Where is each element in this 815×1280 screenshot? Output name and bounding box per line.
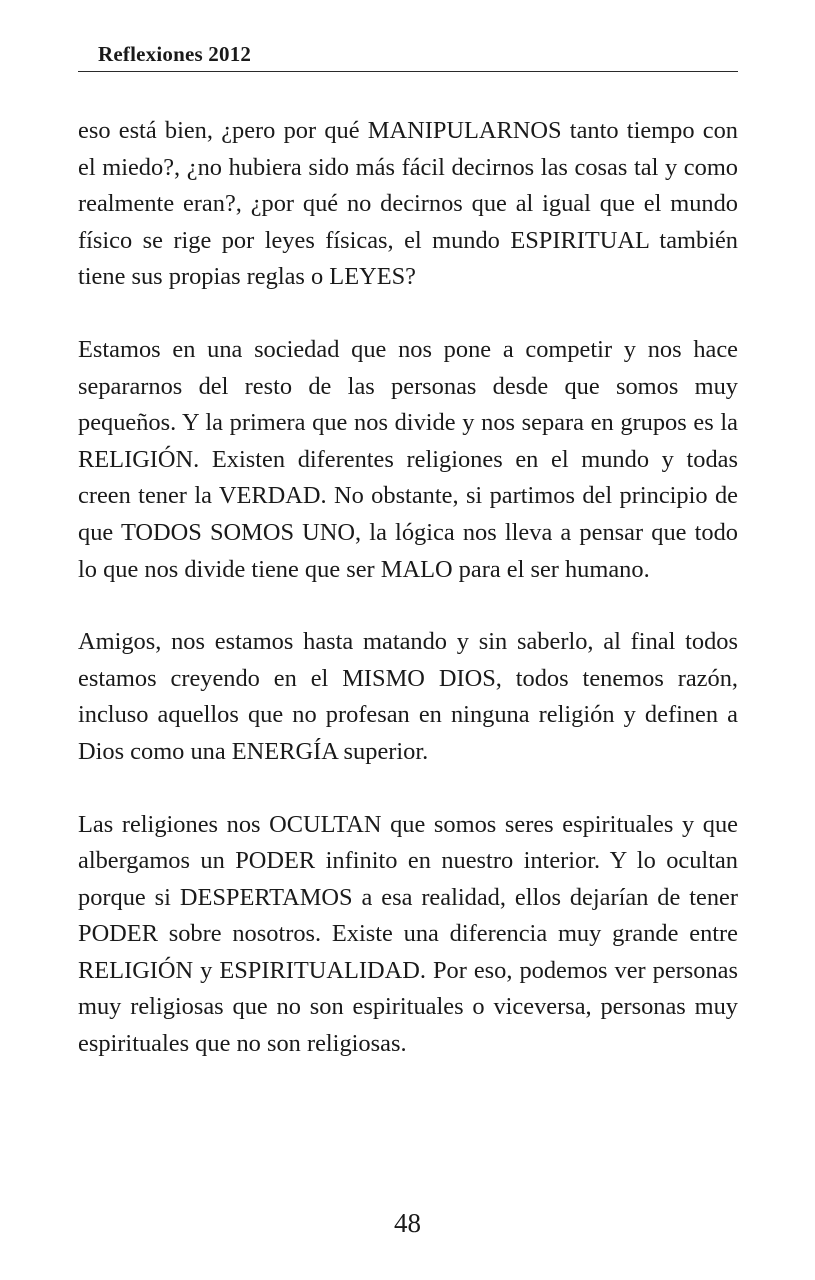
paragraph: Amigos, nos estamos hasta matando y sin saberlo, al final todos estamos creyendo en el MISMO DIOS, todos tenemos razón, incluso aquellos que no profesan en ninguna religión y definen a Dios como una ENERGÍA superior. (78, 628, 738, 765)
paragraph: eso está bien, ¿pero por qué MANIPULARNOS tanto tiempo con el miedo?, ¿no hubiera sido más fácil decirnos las cosas tal y como realmente eran?, ¿por qué no decirnos que al igual que el mundo físico se rige por leyes físicas, el mundo ESPIRITUAL también tiene sus propias reglas o LEYES? (78, 117, 738, 291)
book-title: Reflexiones 2012 (98, 42, 252, 66)
paragraph: Las religiones nos OCULTAN que somos seres espirituales y que albergamos un PODER infinito en nuestro interior. Y lo ocultan porque si DESPERTAMOS a esa realidad, ellos dejarían de tener PODER sobre nosotros. Existe una diferencia muy grande entre RELIGIÓN y ESPIRITUALIDAD. Por eso, podemos ver personas muy religiosas que no son espirituales o viceversa, personas muy espirituales que no son religiosas. (78, 810, 738, 1058)
body-text (78, 113, 738, 1099)
page-number: 48 (394, 1208, 421, 1238)
running-header (78, 40, 738, 72)
paragraph: Estamos en una sociedad que nos pone a competir y nos hace separarnos del resto de las personas desde que somos muy pequeños. Y la primera que nos divide y nos separa en grupos es la RELIGIÓN. Existen diferentes religiones en el mundo y todas creen tener la VERDAD. No obstante, si partimos del principio de que TODOS SOMOS UNO, la lógica nos lleva a pensar que todo lo que nos divide tiene que ser MALO para el ser humano. (78, 335, 738, 583)
